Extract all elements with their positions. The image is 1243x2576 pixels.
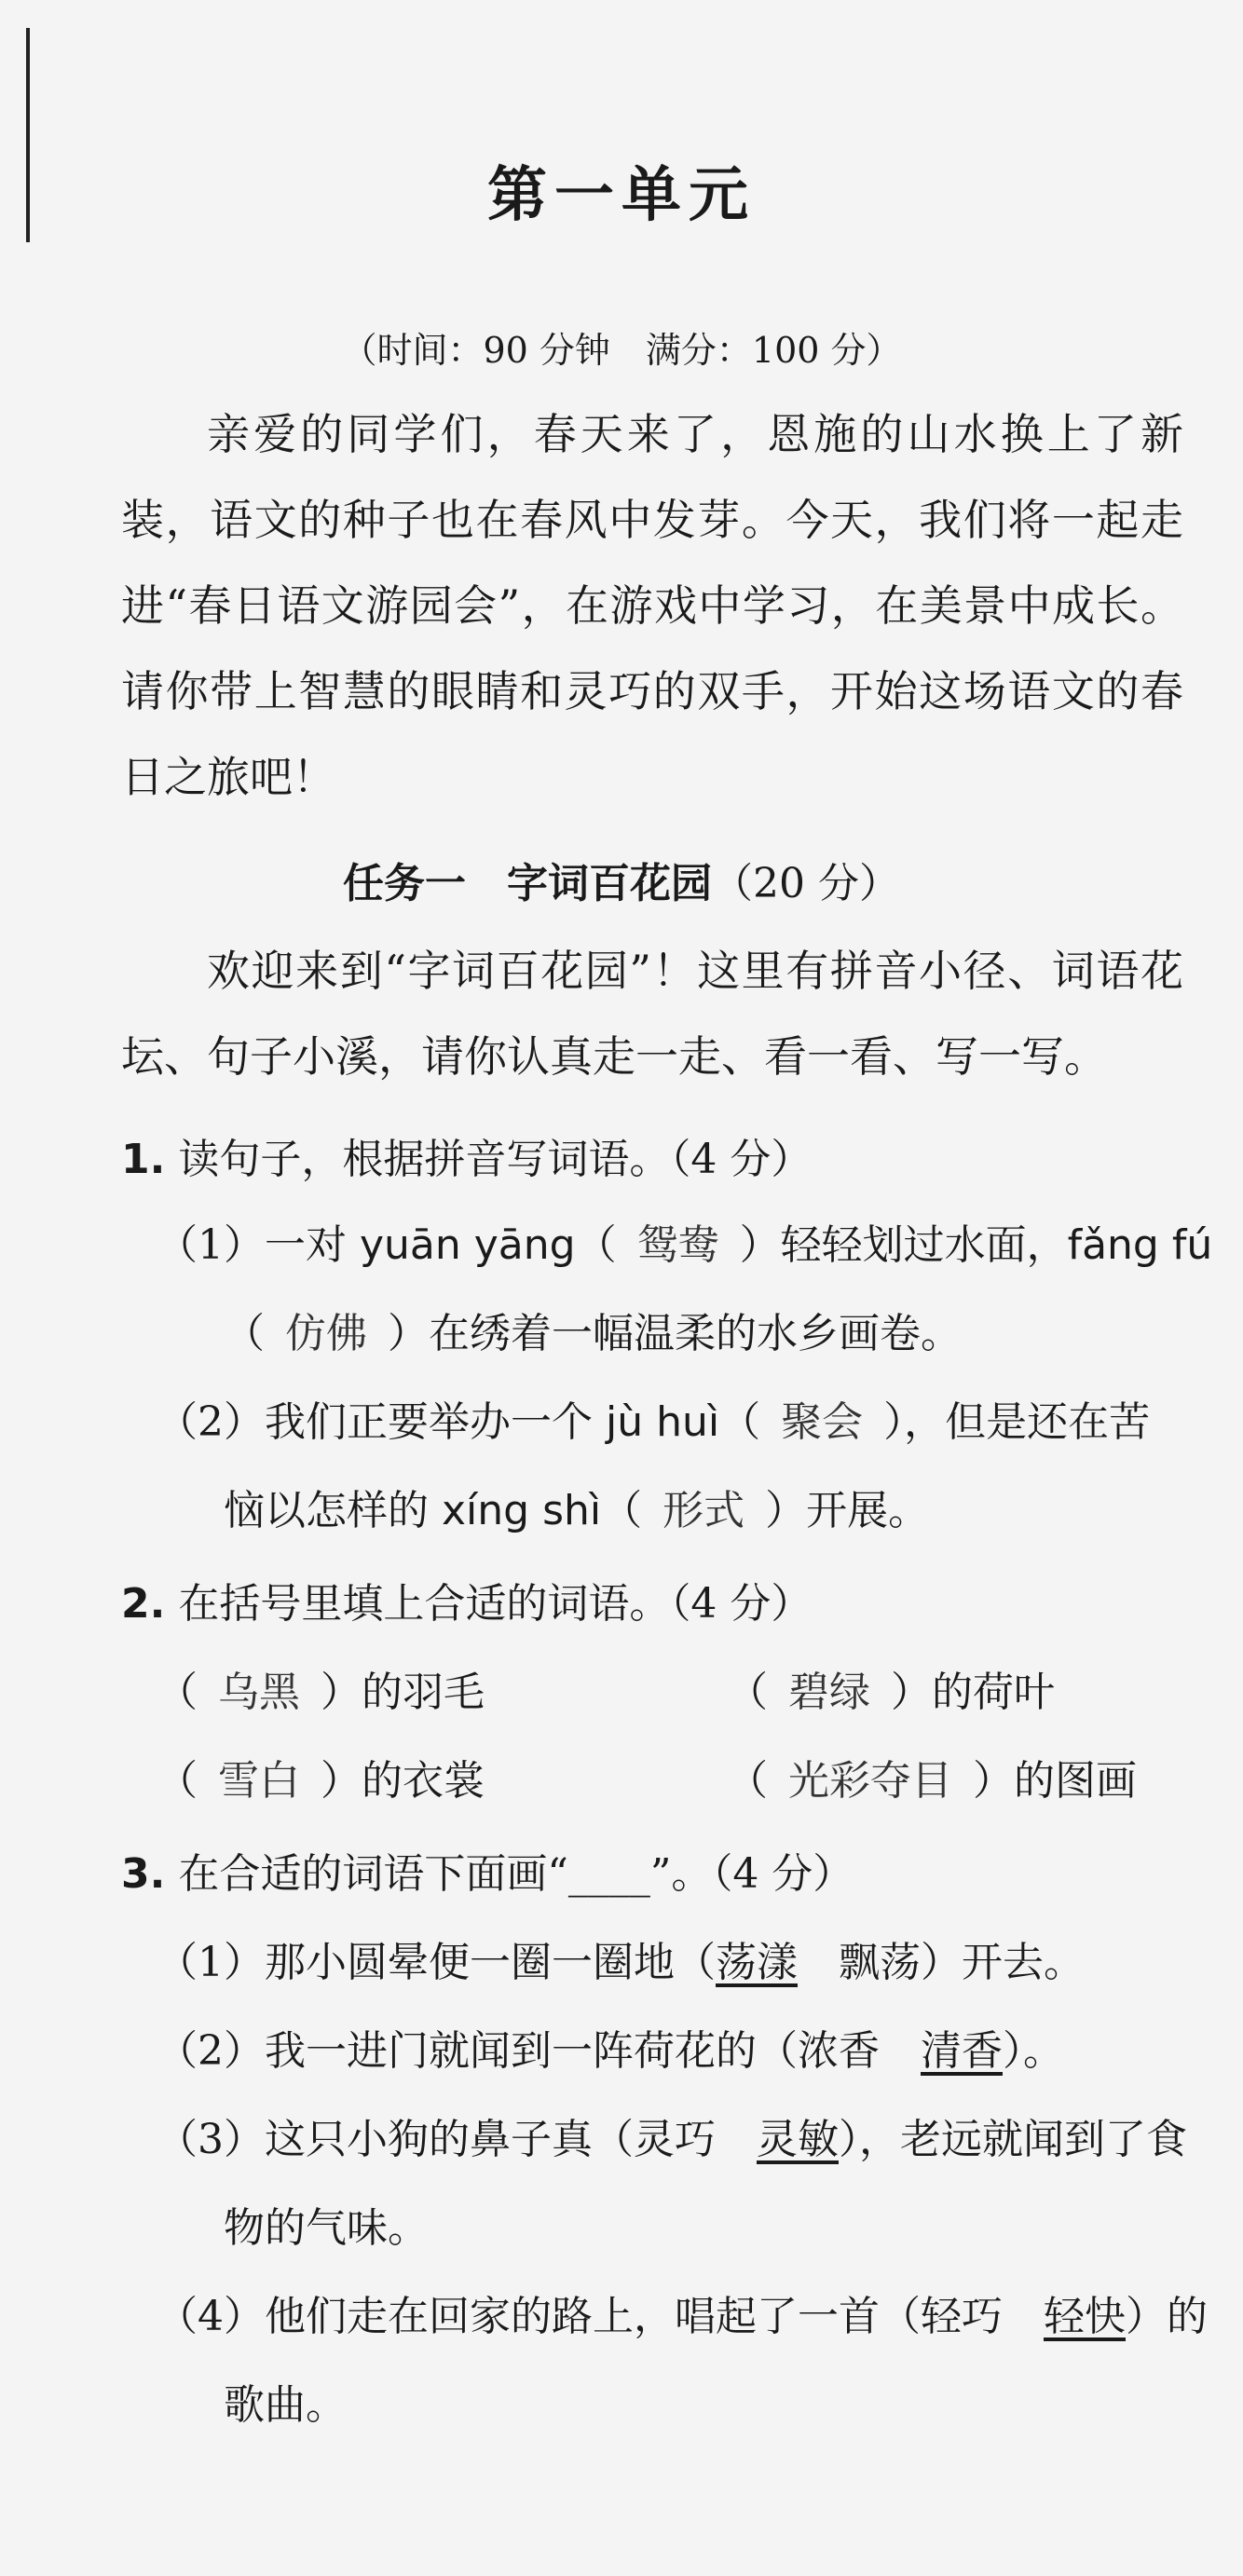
underlined-choice[interactable]: 清香: [921, 2027, 1003, 2075]
other-choice[interactable]: 飘荡: [798, 1939, 921, 1986]
exam-meta: （时间：90 分钟 满分：100 分）: [341, 330, 902, 371]
q1-item2-pinyin-1: jù huì: [605, 1398, 720, 1446]
q3-item-2: [157, 2017, 1064, 2077]
q3-item3-post: ），老远就闻到了食: [839, 2116, 1187, 2163]
q3-item-3-line2: 物的气味。: [224, 2204, 429, 2252]
task1-intro: 欢迎来到“字词百花园”！这里有拼音小径、词语花坛、句子小溪，请你认真走一走、看一看、写一写。: [121, 946, 1183, 1082]
q1-item2-text-a: （2）我们正要举办一个: [157, 1398, 606, 1446]
answer-field[interactable]: 乌黑: [218, 1669, 300, 1716]
q2-item-2: （ 碧绿 ）的荷叶: [727, 1658, 1055, 1718]
q1-item2-text-d: 开展。: [806, 1487, 930, 1534]
answer-field[interactable]: 形式: [662, 1487, 745, 1534]
q3-item1-pre: （1）那小圆晕便一圈一圈地（: [157, 1939, 716, 1986]
q2-item-tail: 的荷叶: [932, 1669, 1055, 1716]
q3-number: 3.: [121, 1850, 166, 1898]
q2-item-3: （ 雪白 ）的衣裳: [157, 1747, 485, 1806]
q3-item1-post: ）开去。: [921, 1939, 1085, 1986]
answer-field[interactable]: 雪白: [218, 1757, 300, 1805]
q3-item2-post: ）。: [1003, 2027, 1064, 2075]
q1-item2-text-c: 恼以怎样的: [224, 1487, 442, 1534]
q1-item-2-line2: 恼以怎样的 xíng shì（ 形式 ）开展。: [224, 1477, 929, 1536]
task1-title: [0, 850, 1243, 909]
underlined-choice[interactable]: 灵敏: [757, 2116, 839, 2163]
q3-item3-pre: （3）这只小狗的鼻子真（灵巧: [157, 2116, 757, 2163]
underlined-choice[interactable]: 荡漾: [716, 1939, 798, 1986]
q1-number: 1.: [121, 1136, 166, 1183]
q1-item1-text-b: 轻轻划过水面，: [780, 1221, 1068, 1269]
question-2: [121, 1570, 812, 1629]
answer-field[interactable]: 碧绿: [788, 1669, 870, 1716]
q3-text: 在合适的词语下面画“____”。（4 分）: [178, 1850, 854, 1898]
intro-paragraph: 亲爱的同学们，春天来了，恩施的山水换上了新装，语文的种子也在春风中发芽。今天，我们将一起走进“春日语文游园会”，在游戏中学习，在美景中成长。请你带上智慧的眼睛和灵巧的双手，开始这场语文的春日之旅吧！: [121, 409, 1183, 802]
answer-field[interactable]: 聚会: [781, 1398, 864, 1446]
q2-item-4: （ 光彩夺目 ）的图画: [727, 1747, 1137, 1806]
question-1: [121, 1125, 812, 1185]
q1-item-1-line1: （1）一对 yuān yāng（ 鸳鸯 ）轻轻划过水面，fǎng fú: [157, 1211, 1212, 1271]
q2-item-tail: 的图画: [1014, 1757, 1137, 1805]
task1-heading: 任务一 字词百花园: [343, 860, 712, 907]
q1-item1-text-c: 在绣着一幅温柔的水乡画卷。: [429, 1310, 962, 1357]
answer-field[interactable]: 仿佛: [285, 1310, 367, 1357]
q3-item4-post: ）的: [1126, 2293, 1208, 2340]
answer-field[interactable]: 光彩夺目: [788, 1757, 952, 1805]
task1-score: （20 分）: [712, 860, 900, 907]
q3-item-4-line1: [157, 2283, 1208, 2342]
unit-title: 第一单元: [487, 161, 756, 230]
question-3: [121, 1840, 854, 1900]
q1-item-1-line2: （ 仿佛 ）在绣着一幅温柔的水乡画卷。: [224, 1300, 962, 1359]
q3-item-4-line2: 歌曲。: [224, 2381, 347, 2429]
q3-item-3-line1: [157, 2106, 1187, 2165]
q2-item-tail: 的羽毛: [362, 1669, 485, 1716]
q1-item1-pinyin-1: yuān yāng: [359, 1221, 576, 1269]
q2-item-tail: 的衣裳: [362, 1757, 485, 1805]
q2-number: 2.: [121, 1580, 166, 1628]
q2-item-1: （ 乌黑 ）的羽毛: [157, 1658, 485, 1718]
q1-item2-text-b: ，但是还在苦: [904, 1398, 1151, 1446]
q3-item4-pre: （4）他们走在回家的路上，唱起了一首（轻巧: [157, 2293, 1044, 2340]
answer-field[interactable]: 鸳鸯: [636, 1221, 719, 1269]
q3-item2-pre: （2）我一进门就闻到一阵荷花的（浓香: [157, 2027, 921, 2075]
q1-item1-pinyin-2: fǎng fú: [1067, 1221, 1213, 1269]
q3-item-1: [157, 1929, 1085, 1988]
q1-item-2-line1: （2）我们正要举办一个 jù huì（ 聚会 ），但是还在苦: [157, 1388, 1150, 1448]
q1-item2-pinyin-2: xíng shì: [442, 1487, 602, 1534]
underlined-choice[interactable]: 轻快: [1044, 2293, 1126, 2340]
q1-item1-text-a: （1）一对: [157, 1221, 360, 1269]
q1-text: 读句子，根据拼音写词语。（4 分）: [178, 1136, 813, 1183]
q2-text: 在括号里填上合适的词语。（4 分）: [178, 1580, 813, 1628]
